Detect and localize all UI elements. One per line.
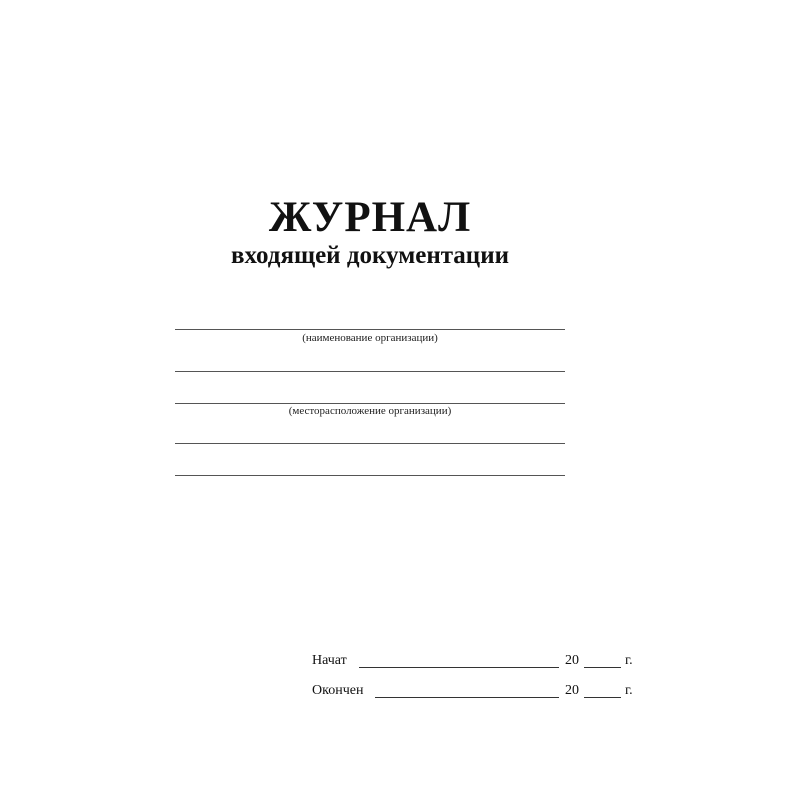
finished-year-suffix: г. (625, 683, 633, 698)
finished-date-line[interactable] (375, 697, 559, 698)
org-location-line-3[interactable] (175, 475, 565, 476)
started-year-suffix: г. (625, 653, 633, 668)
org-location-line-2[interactable] (175, 443, 565, 444)
started-date-line[interactable] (359, 667, 559, 668)
finished-label: Окончен (312, 683, 364, 698)
started-label: Начат (312, 653, 347, 668)
started-row (312, 652, 652, 670)
journal-subtitle: входящей документации (230, 242, 510, 269)
finished-year-prefix: 20 (565, 683, 579, 698)
org-name-line-2[interactable] (175, 371, 565, 372)
started-year-prefix: 20 (565, 653, 579, 668)
org-name-caption: (наименование организации) (302, 332, 438, 344)
org-location-caption: (месторасположение организации) (288, 405, 452, 417)
finished-year-line[interactable] (584, 697, 621, 698)
started-year-line[interactable] (584, 667, 621, 668)
finished-row (312, 682, 652, 700)
org-name-line[interactable] (175, 329, 565, 330)
journal-title: ЖУРНАЛ (268, 194, 472, 241)
